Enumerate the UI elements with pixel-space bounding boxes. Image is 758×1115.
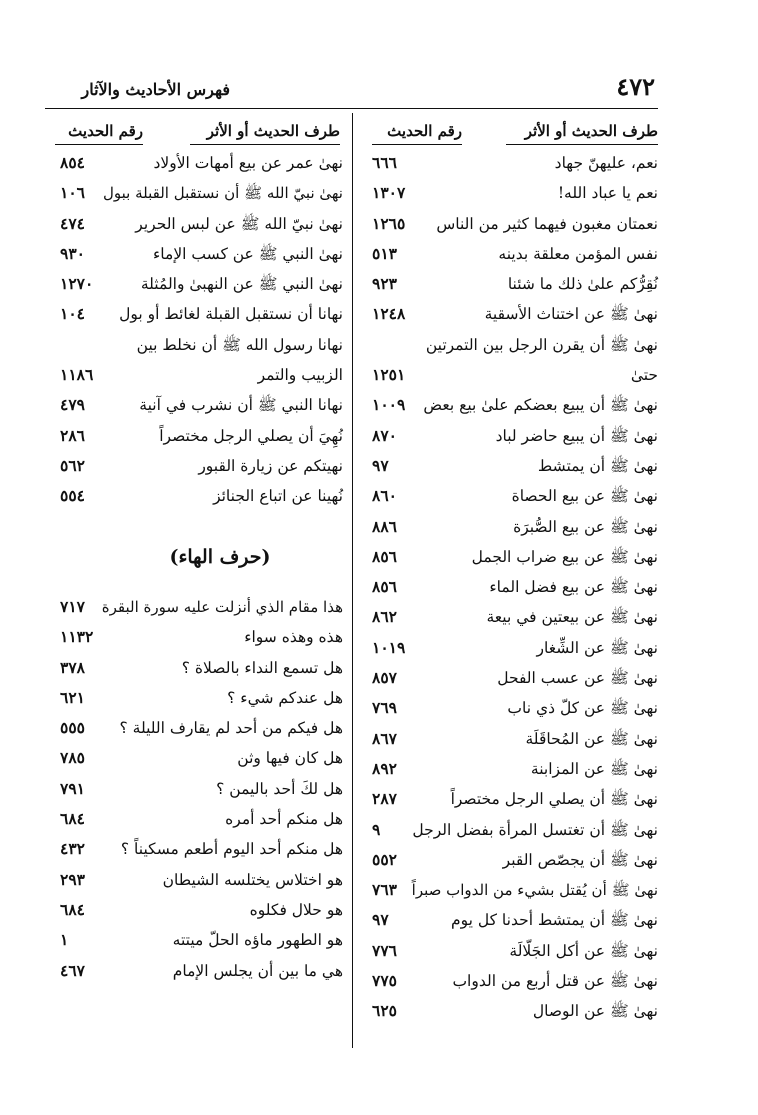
index-entry: [60, 148, 343, 178]
entry-text: نهىٰ ﷺ أن يمتشط أحدنا كل يوم: [451, 911, 658, 930]
entry-number: ٧٧٦: [372, 940, 397, 960]
entry-text: نهىٰ ﷺ عن قتل أربع من الدواب: [452, 972, 658, 991]
entry-number: ٨٥٦: [372, 546, 397, 566]
entry-text: نهىٰ ﷺ عن بيع فضل الماء: [489, 578, 658, 597]
index-entry: [60, 299, 343, 329]
right-col-head-text-underline: [506, 144, 658, 145]
entry-number: ٨٩٢: [372, 758, 397, 778]
index-entry: [372, 330, 658, 360]
entry-number: ٤٧٤: [60, 213, 85, 233]
entry-text: نُهِيَ أن يصلي الرجل مختصراً: [159, 426, 343, 445]
index-entry: [60, 421, 343, 451]
left-col-head-text: طرف الحديث أو الأثر: [206, 122, 340, 140]
entry-number: ٧٩١: [60, 778, 85, 798]
entry-number: ٤٧٩: [60, 395, 85, 415]
entry-text: نهىٰ ﷺ عن المزابنة: [530, 759, 658, 778]
entry-number: ١١٣٢: [60, 627, 94, 647]
entry-text: نهىٰ ﷺ أن يبيع بعضكم علىٰ بيع بعض: [423, 396, 658, 415]
index-entry: [60, 209, 343, 239]
index-entry: [372, 421, 658, 451]
index-entry: [372, 754, 658, 784]
entry-number: ١٣٠٧: [372, 183, 406, 203]
entry-number: ٨٥٦: [372, 577, 397, 597]
index-entry: [60, 178, 343, 208]
index-entry: [372, 633, 658, 663]
index-entry: [60, 683, 343, 713]
section-heading-haa: (حرف الهاء): [169, 546, 271, 568]
entry-number: ٥١٣: [372, 243, 397, 263]
entry-number: ١٠٦: [60, 183, 85, 203]
index-entry: [372, 178, 658, 208]
index-entry: [60, 865, 343, 895]
index-entry: [372, 360, 658, 390]
entry-number: ١٠٠٩: [372, 395, 406, 415]
entry-text: نهىٰ عمر عن بيع أمهات الأولاد: [153, 154, 343, 172]
entry-number: ٨٦٠: [372, 486, 397, 506]
entry-text: نُهينا عن اتباع الجنائز: [213, 487, 343, 506]
entry-number: ١٢٦٥: [372, 213, 406, 233]
index-entry: [372, 693, 658, 723]
index-entry: [60, 239, 343, 269]
entry-number: ١: [60, 930, 69, 950]
entry-text: نهىٰ ﷺ عن الشِّغار: [536, 638, 658, 657]
entry-text: نعمتان مغبون فيهما كثير من الناس: [436, 214, 658, 233]
entry-number: ٦٨٤: [60, 809, 85, 829]
entry-text: هل لكَ أحد باليمن ؟: [216, 779, 343, 798]
entry-text: الزبيب والتمر: [257, 366, 343, 385]
entry-number: ٨٥٧: [372, 668, 397, 688]
index-entry: [372, 905, 658, 935]
index-entry: [60, 804, 343, 834]
index-entry: [60, 330, 343, 360]
column-divider: [352, 113, 353, 1048]
entry-text: نهىٰ ﷺ عن بيعتين في بيعة: [486, 608, 658, 627]
index-entry: [372, 239, 658, 269]
entry-text: نهانا النبي ﷺ أن نشرب في آنية: [139, 396, 343, 415]
index-entry: [372, 845, 658, 875]
entry-text: نهىٰ ﷺ أن تغتسل المرأة بفضل الرجل: [412, 820, 658, 839]
entry-text: نهىٰ ﷺ عن بيع الحصاة: [511, 487, 658, 506]
entry-text: نهىٰ ﷺ عن كلّ ذي ناب: [507, 699, 658, 718]
index-entry: [60, 743, 343, 773]
entry-number: ٩: [372, 819, 381, 839]
entry-text: نهىٰ ﷺ أن يقرن الرجل بين التمرتين: [425, 335, 658, 354]
entry-number: ٦٢٥: [372, 1001, 397, 1021]
index-entry: [372, 936, 658, 966]
entry-number: ٣٧٨: [60, 657, 85, 677]
entry-text: هو حلال فكلوه: [249, 900, 343, 919]
entry-number: ٨٨٦: [372, 516, 397, 536]
entry-text: نهىٰ ﷺ أن يصلي الرجل مختصراً: [450, 790, 658, 809]
entry-text: نهىٰ ﷺ عن عسب الفحل: [497, 669, 658, 688]
entry-text: نهىٰ ﷺ عن المُحاقَلَة: [525, 729, 658, 748]
entry-number: ٧٨٥: [60, 748, 85, 768]
index-entry: [372, 451, 658, 481]
entry-number: ٥٦٢: [60, 455, 85, 475]
entry-text: نُقِرُّكم علىٰ ذلك ما شئنا: [507, 275, 658, 294]
entry-number: ٧١٧: [60, 597, 85, 616]
index-entry: [372, 572, 658, 602]
entry-text: نهىٰ ﷺ أن يمتشط: [537, 456, 658, 475]
entry-number: ٨٦٢: [372, 607, 397, 627]
entry-number: ٧٧٥: [372, 971, 397, 991]
entry-number: ٩٧: [372, 910, 389, 930]
index-entry: [60, 592, 343, 622]
entry-text: نهانا أن نستقبل القبلة لغائط أو بول: [119, 305, 343, 324]
index-entry: [372, 481, 658, 511]
index-entry: [60, 774, 343, 804]
index-entry: [60, 925, 343, 955]
index-entry: [60, 834, 343, 864]
running-header-title: فهرس الأحاديث والآثار: [81, 80, 230, 99]
entry-text: نهىٰ ﷺ عن أكل الجَلّالَة: [509, 941, 658, 960]
entry-text: نهىٰ ﷺ عن بيع ضراب الجمل: [471, 547, 658, 566]
right-col-head-number-underline: [372, 144, 462, 145]
index-entry: [60, 360, 343, 390]
entry-text: هل منكم أحد أمره: [225, 810, 343, 829]
entry-text: هل فيكم من أحد لم يقارف الليلة ؟: [119, 719, 343, 738]
entry-text: هل تسمع النداء بالصلاة ؟: [181, 658, 343, 677]
index-entry: [372, 784, 658, 814]
entry-text: هل منكم أحد اليوم أطعم مسكيناً ؟: [120, 840, 343, 859]
entry-number: ٩٢٣: [372, 274, 397, 294]
entry-text: هي ما بين أن يجلس الإمام: [172, 961, 343, 980]
header-rule: [45, 108, 658, 109]
entry-number: ٥٥٤: [60, 486, 85, 506]
entry-number: ٩٧: [372, 455, 389, 475]
entry-number: ٥٥٢: [372, 849, 397, 869]
index-entry: [60, 451, 343, 481]
entry-text: نهىٰ نبيّ الله ﷺ عن لبس الحرير: [135, 214, 343, 233]
entry-number: ٩٣٠: [60, 243, 85, 263]
entry-text: هو الطهور ماؤه الحلّ ميتته: [172, 931, 343, 950]
entry-text: نهىٰ ﷺ أن يبيع حاضر لباد: [495, 426, 658, 445]
entry-text: هل عندكم شيء ؟: [227, 688, 343, 707]
index-entry: [372, 966, 658, 996]
index-entry: [372, 148, 658, 178]
entry-number: ٢٩٣: [60, 869, 85, 889]
left-col-head-text-underline: [190, 144, 340, 145]
entry-text: هذه وهذه سواء: [244, 628, 343, 647]
index-entry: [372, 663, 658, 693]
entry-number: ٦٢١: [60, 687, 85, 707]
entry-text: نهىٰ ﷺ عن الوصال: [532, 1002, 658, 1021]
index-entry: [60, 390, 343, 420]
left-column-entries-top: [60, 148, 343, 512]
entry-number: ٤٦٧: [60, 960, 85, 980]
index-entry: [372, 996, 658, 1026]
entry-text: نهانا رسول الله ﷺ أن نخلط بين: [136, 335, 343, 354]
entry-number: ١٢٥١: [372, 365, 406, 385]
entry-text: نفس المؤمن معلقة بدينه: [498, 244, 658, 263]
entry-text: نهىٰ نبيّ الله ﷺ أن نستقبل القبلة ببول: [103, 184, 343, 203]
index-entry: [372, 512, 658, 542]
entry-number: ٦٦٦: [372, 153, 397, 172]
entry-number: ١٠٤: [60, 304, 85, 324]
entry-text: نهيتكم عن زيارة القبور: [198, 456, 343, 475]
index-entry: [372, 299, 658, 329]
entry-number: ٥٥٥: [60, 718, 85, 738]
entry-number: ٧٦٩: [372, 698, 397, 718]
entry-number: ١٢٤٨: [372, 304, 406, 324]
index-entry: [372, 269, 658, 299]
entry-text: هو اختلاس يختلسه الشيطان: [162, 870, 343, 889]
entry-text: نهىٰ ﷺ عن بيع الصُّبرَة: [513, 517, 658, 536]
right-col-head-text: طرف الحديث أو الأثر: [524, 122, 658, 140]
entry-text: نهىٰ ﷺ أن يُقتل بشيء من الدواب صبراً: [411, 881, 658, 900]
entry-text: نهىٰ ﷺ أن يجصّص القبر: [502, 850, 658, 869]
index-entry: [372, 815, 658, 845]
right-column-entries: [372, 148, 658, 1027]
index-entry: [60, 895, 343, 925]
entry-number: ٨٧٠: [372, 425, 397, 445]
index-entry: [60, 481, 343, 511]
index-entry: [60, 622, 343, 652]
entry-number: ١٢٧٠: [60, 274, 94, 294]
entry-number: ٧٦٣: [372, 880, 397, 900]
index-entry: [372, 875, 658, 905]
index-entry: [60, 713, 343, 743]
right-col-head-number: رقم الحديث: [387, 122, 462, 140]
entry-number: ٦٨٤: [60, 899, 85, 919]
index-entry: [60, 653, 343, 683]
entry-number: ١٠١٩: [372, 637, 406, 657]
entry-text: هذا مقام الذي أنزلت عليه سورة البقرة: [101, 598, 343, 616]
entry-number: ٢٨٧: [372, 789, 397, 809]
entry-number: ١١٨٦: [60, 365, 94, 385]
index-entry: [372, 724, 658, 754]
index-entry: [372, 390, 658, 420]
page-number: ٤٧٢: [616, 72, 655, 101]
entry-number: ٨٦٧: [372, 728, 397, 748]
entry-number: ٨٥٤: [60, 153, 85, 172]
entry-number: ٢٨٦: [60, 425, 85, 445]
left-col-head-number: رقم الحديث: [68, 122, 143, 140]
index-entry: [372, 542, 658, 572]
entry-number: ٤٣٢: [60, 839, 85, 859]
left-column-entries-bottom: [60, 592, 343, 986]
entry-text: نعم، عليهنّ جهاد: [554, 154, 658, 172]
index-entry: [372, 209, 658, 239]
entry-text: حتىٰ: [630, 366, 658, 385]
index-entry: [60, 269, 343, 299]
entry-text: نهىٰ ﷺ عن اختناث الأسقية: [484, 305, 658, 324]
entry-text: هل كان فيها وثن: [237, 749, 343, 768]
index-entry: [60, 956, 343, 986]
entry-text: نهىٰ النبي ﷺ عن كسب الإماء: [153, 244, 343, 263]
entry-text: نهىٰ النبي ﷺ عن النهبىٰ والمُثلة: [140, 275, 343, 294]
entry-text: نعم يا عباد الله!: [557, 184, 658, 203]
index-entry: [372, 602, 658, 632]
left-col-head-number-underline: [55, 144, 143, 145]
